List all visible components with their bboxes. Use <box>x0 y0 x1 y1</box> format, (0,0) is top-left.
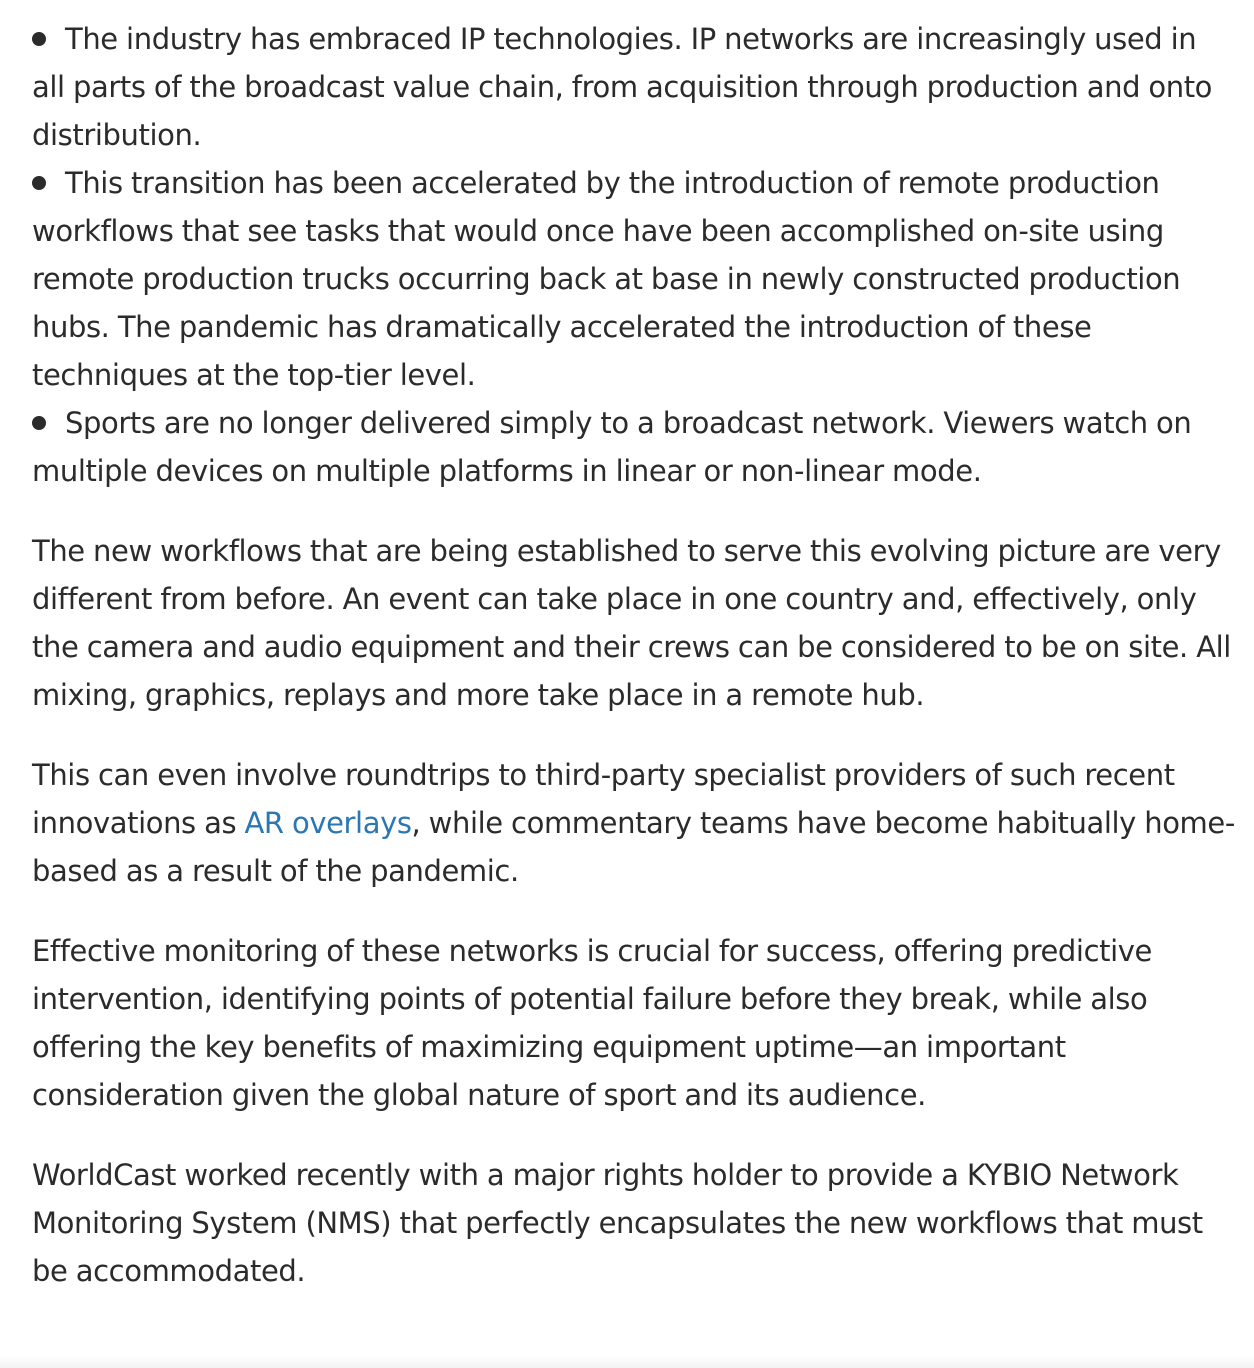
bullet-text: This transition has been accelerated by the introduction of remote production workflows that see tasks that would once have been accomplished on-site using remote production trucks occurring back at base in newly constructed production hubs. The pandemic has dramatically accelerated the introduction of these techniques at the top-tier level. <box>32 166 1181 392</box>
bullet-text: Sports are no longer delivered simply to a broadcast network. Viewers watch on multiple devices on multiple platforms in linear or non-linear mode. <box>32 406 1192 488</box>
bullet-text: The industry has embraced IP technologies. IP networks are increasingly used in all parts of the broadcast value chain, from acquisition through production and onto distribution. <box>32 22 1213 152</box>
bullet-dot-icon <box>32 176 46 190</box>
paragraph-text: This can even involve roundtrips to third-party specialist providers of such recent innovations as <box>32 758 1175 840</box>
bullet-dot-icon <box>32 416 46 430</box>
bullet-list <box>32 15 1237 495</box>
bullet-item-remote-production <box>32 159 1237 399</box>
paragraph-text: , while commentary teams have become habitually home-based as a result of the pandemic. <box>32 806 1235 888</box>
paragraph-effective-monitoring: Effective monitoring of these networks is crucial for success, offering predictive intervention, identifying points of potential failure before they break, while also offering the key benefits of maximizing equipment uptime—an important consideration given the global nature of sport and its audience. <box>32 934 1152 1112</box>
paragraph-worldcast: WorldCast worked recently with a major rights holder to provide a KYBIO Network Monitoring System (NMS) that perfectly encapsulates the new workflows that must be accommodated. <box>32 1158 1203 1288</box>
bottom-fade <box>0 1356 1254 1368</box>
bullet-item-ip-technologies <box>32 15 1237 159</box>
paragraph-roundtrips <box>32 751 1237 895</box>
article-body <box>32 15 1237 1295</box>
ar-overlays-link[interactable]: AR overlays <box>244 806 412 840</box>
bullet-item-multiple-devices <box>32 399 1237 495</box>
paragraph-new-workflows: The new workflows that are being established to serve this evolving picture are very different from before. An event can take place in one country and, effectively, only the camera and audio equipment and their crews can be considered to be on site. All mixing, graphics, replays and more take place in a remote hub. <box>32 534 1231 712</box>
bullet-dot-icon <box>32 32 46 46</box>
